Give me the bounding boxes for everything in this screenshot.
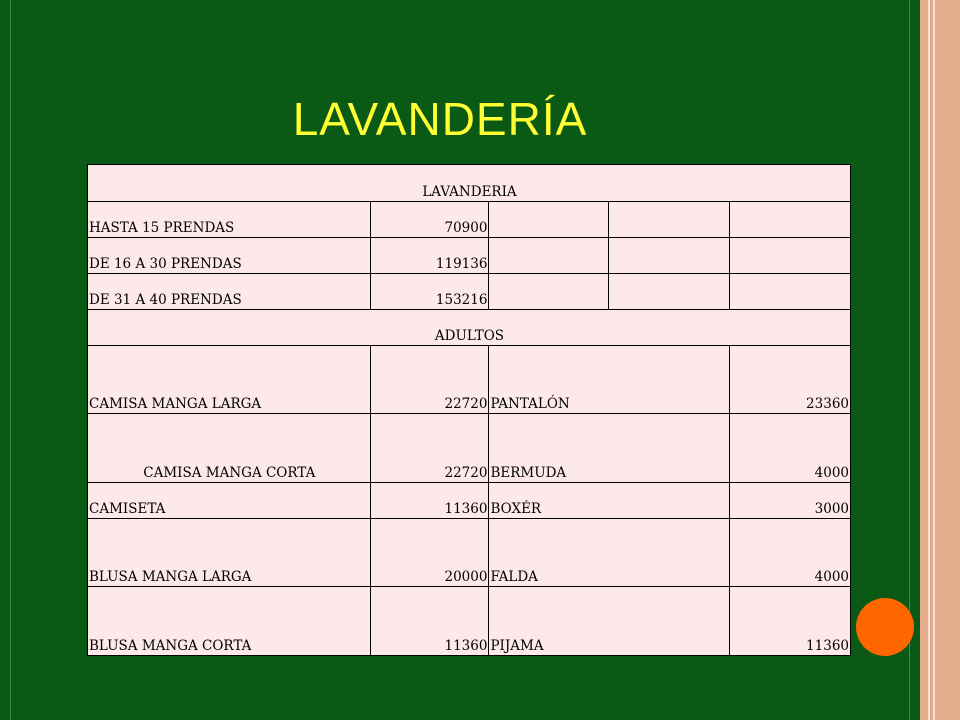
- bundle-label: DE 31 A 40 PRENDAS: [88, 274, 371, 310]
- item-price: 4000: [730, 519, 851, 587]
- table-row: [88, 483, 851, 519]
- table-header-row: [88, 165, 851, 202]
- table-row: [88, 414, 851, 483]
- item-label: CAMISA MANGA LARGA: [88, 346, 371, 414]
- empty-cell: [730, 202, 851, 238]
- item-price: 4000: [730, 414, 851, 483]
- slide-title: LAVANDERÍA: [292, 93, 588, 145]
- bundle-price: 70900: [370, 202, 489, 238]
- empty-cell: [489, 274, 609, 310]
- item-label: BLUSA MANGA CORTA: [88, 587, 371, 656]
- item-price: 20000: [370, 519, 489, 587]
- empty-cell: [489, 238, 609, 274]
- item-price: 22720: [370, 346, 489, 414]
- table-header: LAVANDERIA: [88, 165, 851, 202]
- bundle-row: [88, 238, 851, 274]
- empty-cell: [609, 202, 730, 238]
- item-label: FALDA: [489, 519, 730, 587]
- empty-cell: [609, 238, 730, 274]
- item-price: 11360: [370, 587, 489, 656]
- table-row: [88, 346, 851, 414]
- item-label: CAMISETA: [88, 483, 371, 519]
- price-table: [87, 164, 851, 656]
- bundle-price: 119136: [370, 238, 489, 274]
- empty-cell: [730, 238, 851, 274]
- item-price: 22720: [370, 414, 489, 483]
- item-label: BERMUDA: [489, 414, 730, 483]
- item-label: CAMISA MANGA CORTA: [88, 414, 371, 483]
- orange-circle-decoration: [856, 598, 914, 656]
- bundle-row: [88, 202, 851, 238]
- section-row: [88, 310, 851, 346]
- empty-cell: [609, 274, 730, 310]
- bundle-row: [88, 274, 851, 310]
- item-label: BLUSA MANGA LARGA: [88, 519, 371, 587]
- bundle-label: HASTA 15 PRENDAS: [88, 202, 371, 238]
- item-price: 23360: [730, 346, 851, 414]
- bundle-label: DE 16 A 30 PRENDAS: [88, 238, 371, 274]
- item-label: BOXÉR: [489, 483, 730, 519]
- item-label: PIJAMA: [489, 587, 730, 656]
- item-price: 11360: [370, 483, 489, 519]
- bundle-price: 153216: [370, 274, 489, 310]
- section-header: ADULTOS: [88, 310, 851, 346]
- empty-cell: [730, 274, 851, 310]
- item-label: PANTALÓN: [489, 346, 730, 414]
- table-row: [88, 519, 851, 587]
- table-row: [88, 587, 851, 656]
- empty-cell: [489, 202, 609, 238]
- item-price: 11360: [730, 587, 851, 656]
- item-price: 3000: [730, 483, 851, 519]
